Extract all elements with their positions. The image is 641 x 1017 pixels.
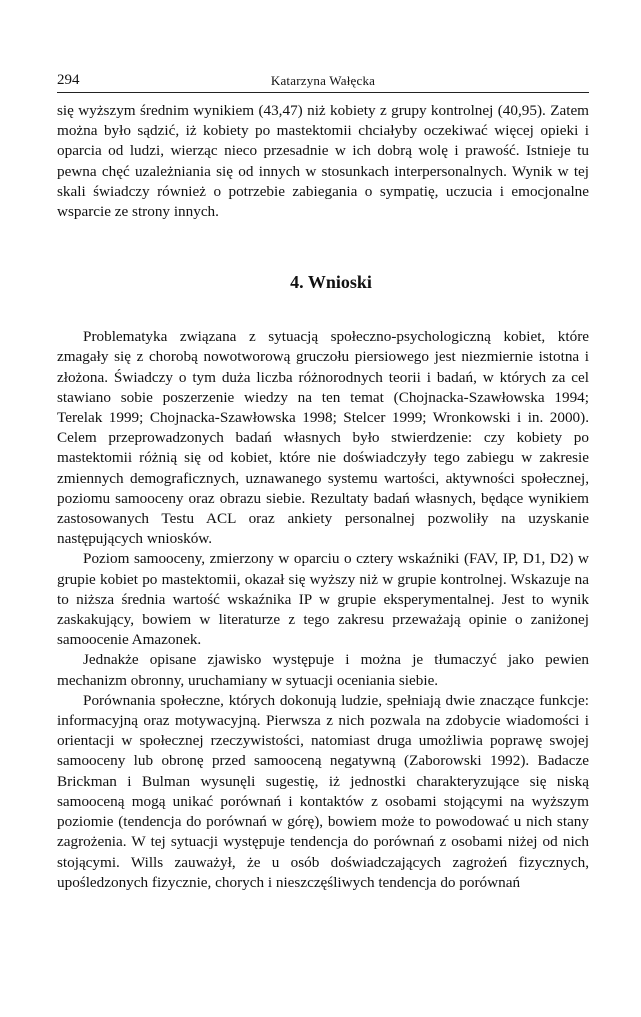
paragraph: Poziom samooceny, zmierzony w oparciu o cztery wskaźniki (FAV, IP, D1, D2) w grupie kobiet po mastektomii, okazał się wyższy niż w grupie kontrolnej. Wskazuje na to niższa średnia wartość wskaźnika IP w grupie eksperymentalnej. Jest to wynik zaskakujący, bowiem w literaturze z tego zakresu przeważają opinie o zaniżonej samoocenie Amazonek. (57, 550, 589, 649)
paragraph: Jednakże opisane zjawisko występuje i można je tłumaczyć jako pewien mechanizm obronny, uruchamiany w sytuacji oceniania siebie. (57, 651, 589, 689)
section-heading: 4. Wnioski (290, 272, 372, 293)
intro-paragraph: się wyższym średnim wynikiem (43,47) niż kobiety z grupy kontrolnej (40,95). Zatem można było sądzić, iż kobiety po mastektomii chciałyby oczekiwać więcej opieki i oparcia od ludzi, wierząc nieco przesadnie w ich dobrą wolę i prawość. Istnieje tu pewna chęć uzależniania się od innych w stosunkach interpersonalnych. Wynik w tej skali świadczy również o potrzebie zabiegania o sympatię, uczucia i emocjonalne wsparcie ze strony innych. (57, 102, 589, 221)
paragraph: Problematyka związana z sytuacją społeczno-psychologiczną kobiet, które zmagały się z chorobą nowotworową gruczołu piersiowego jest niezmiernie istotna i złożona. Świadczy o tym duża liczba różnorodnych teorii i badań, w których za cel stawiano sobie poszerzenie wiedzy na ten temat (Chojnacka-Szawłowska 1994; Terelak 1999; Chojnacka-Szawłowska 1998; Stelcer 1999; Wronkowski i in. 2000). Celem przeprowadzonych badań własnych było stwierdzenie: czy kobiety po mastektomii różnią się od kobiet, które nie doświadczyły tego zabiegu w zakresie zmiennych demograficznych, uznawanego systemu wartości, aktywności społecznej, poziomu samooceny oraz obrazu siebie. Rezultaty badań własnych, będące wynikiem zastosowanych Testu ACL oraz ankiety personalnej pozwoliły na uzyskanie następujących wniosków. (57, 328, 589, 548)
paragraph: Porównania społeczne, których dokonują ludzie, spełniają dwie znaczące funkcje: informacyjną oraz motywacyjną. Pierwsza z nich pozwala na zdobycie wiadomości i orientacji w społecznej rzeczywistości, natomiast druga umożliwia poprawę swojej samooceny lub obronę przed samooceną negatywną (Zaborowski 1992). Badacze Brickman i Bulman wysunęli sugestię, iż jednostki charakteryzujące się niską samooceną mogą unikać porównań i kontaktów z osobami stojącymi na wyższym poziomie (tendencja do porównań w górę), bowiem może to powodować u nich stany zagrożenia. W tej sytuacji występuje tendencja do porównań z osobami niżej od nich stojącymi. Wills zauważył, że u osób doświadczających zagrożeń fizycznych, upośledzonych fizycznie, chorych i nieszczęśliwych tendencja do porównań (57, 691, 589, 891)
running-header (57, 72, 589, 93)
section-body (57, 327, 589, 893)
page-number: 294 (57, 72, 80, 88)
book-page (57, 72, 589, 893)
running-title: Katarzyna Wałęcka (270, 73, 376, 88)
